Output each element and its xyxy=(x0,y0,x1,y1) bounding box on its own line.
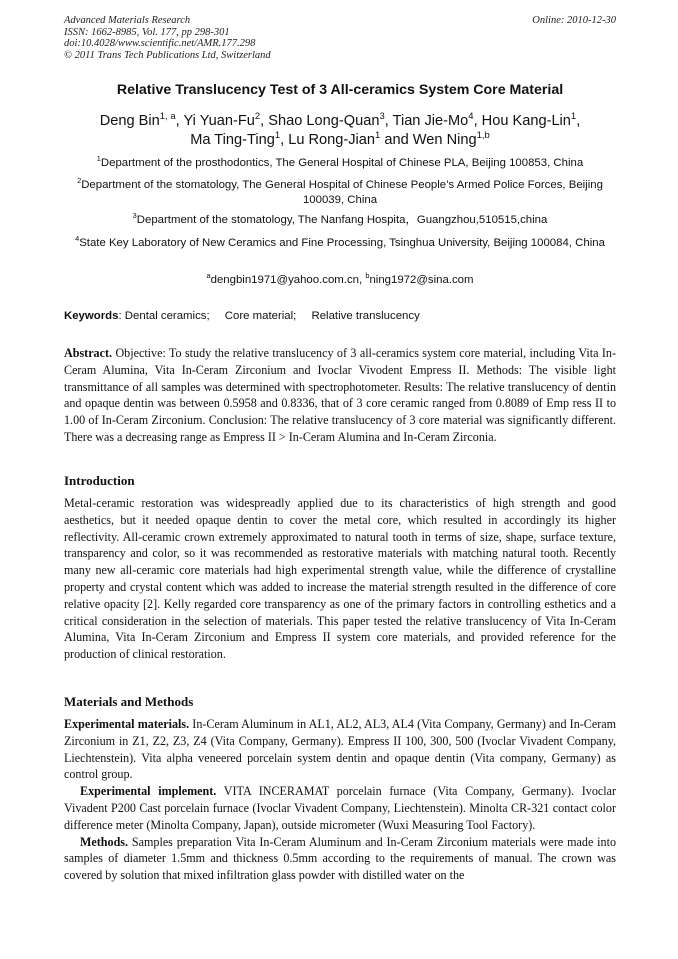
abstract xyxy=(64,345,616,446)
author: Yi Yuan-Fu xyxy=(183,113,255,129)
author-list xyxy=(64,112,616,150)
introduction-text: Metal-ceramic restoration was widespreadly applied due to its characteristics of high strength and good aesthetics, but it needed opaque dentin to cover the metal core, which resulted in accordingly its higher reflectivity. All-ceramic crown extremely approximated to natural tooth in terms of size, shape, surface texture, transparency and color, so it was recommended as restorative materials with matching natural tooth. Recently many new all-ceramic core materials had high experimental strength value, while the difference of crystalline property and crystal content which was added to increase the material strength resulted in the difference of core relative opacity [2]. Kelly regarded core transparency as one of the primary factors in controlling esthetics and a critical consideration in the selection of materials. This paper tested the relative translucency of Vita In-Ceram Alumina, Vita In-Ceram Zirconium and Empress II system core materials, and provided reference for the production of clinical restoration. xyxy=(64,496,616,662)
email-line xyxy=(64,273,616,288)
author-sup: 1, a xyxy=(159,111,176,123)
abstract-label: Abstract. xyxy=(64,346,113,360)
author-sup: 2 xyxy=(254,111,261,123)
affiliation-text: Department of the prosthodontics, The General Hospital of Chinese PLA, Beijing 100853, China xyxy=(100,157,584,169)
methods-label: Methods. xyxy=(80,834,129,849)
author: Lu Rong-Jian xyxy=(288,132,376,148)
copyright-line: © 2011 Trans Tech Publications Ltd, Switzerland xyxy=(64,49,271,61)
affiliation-num: 1 xyxy=(96,154,101,164)
keyword: Core material; xyxy=(224,310,297,322)
methods-section xyxy=(64,716,616,884)
author: Wen Ning xyxy=(412,132,477,148)
keyword: Relative translucency xyxy=(311,310,420,322)
methods-paragraph xyxy=(64,834,616,884)
materials-text: In-Ceram Aluminum in AL1, AL2, AL3, AL4 (Vita Company, Germany) and In-Ceram Zirconium in Z1, Z2, Z3, Z4 (Vita Company, Germany). Empress II 100, 300, 500 (Ivoclar Vivadent Company, Liechtenstein). Vita alpha veneered porcelain system dentin and opaque dentin (Vita company, Germany) as control group. xyxy=(64,717,617,782)
introduction-heading: Introduction xyxy=(64,473,135,488)
email-a: dengbin1971@yahoo.com.cn, xyxy=(210,274,363,286)
online-date: Online: 2010-12-30 xyxy=(532,15,616,26)
affiliation-text: Department of the stomatology, The Nanfang Hospita，Guangzhou,510515,china xyxy=(136,214,548,226)
implement-text: VITA INCERAMAT porcelain furnace (Vita Company, Germany). Ivoclar Vivadent P200 Cast porcelain furnace (Ivoclar Vivadent Company, Liechtenstein). Minolta CR-321 contact color difference meter (Minolta Company, Japan), outside micrometer (Wuxi Measuring Tool Factory). xyxy=(64,784,617,832)
email-b: ning1972@sina.com xyxy=(369,274,474,286)
keyword: Dental ceramics; xyxy=(124,310,210,322)
keywords: Keywords: Dental ceramics; Core material; Relative translucency xyxy=(64,310,420,322)
methods-heading: Materials and Methods xyxy=(64,694,194,709)
author-sup: 1 xyxy=(274,130,281,142)
author-sup: 1,b xyxy=(476,130,490,142)
affiliation-num: 2 xyxy=(77,176,82,186)
author-sup: 1 xyxy=(570,111,577,123)
journal-name: Advanced Materials Research xyxy=(64,15,191,26)
author-sup: 3 xyxy=(379,111,385,123)
email-mark: b xyxy=(365,271,370,281)
author: Tian Jie-Mo xyxy=(392,113,469,129)
author: Deng Bin xyxy=(99,113,160,129)
author-and: and xyxy=(384,132,409,148)
affiliation-1 xyxy=(64,156,616,171)
keywords-label: Keywords xyxy=(64,310,119,322)
affiliation-num: 4 xyxy=(75,234,80,244)
author-sup: 1 xyxy=(375,130,381,142)
author: Shao Long-Quan xyxy=(268,113,380,129)
materials-label: Experimental materials. xyxy=(64,717,190,731)
implement-paragraph xyxy=(64,783,616,833)
affiliation-text: State Key Laboratory of New Ceramics and Fine Processing, Tsinghua University, Beijing 100084, China xyxy=(79,237,605,249)
materials-paragraph xyxy=(64,716,616,783)
affiliation-text: Department of the stomatology, The General Hospital of Chinese People’s Armed Police Forces, Beijing 100039, China xyxy=(81,179,603,206)
author-line-2: Ma Ting-Ting$^1$, Lu Rong-Jian$^1$ and Wen Ning$^{1,b}$ xyxy=(190,130,490,148)
author: Ma Ting-Ting xyxy=(190,132,275,148)
paper-title: Relative Translucency Test of 3 All-ceramics System Core Material xyxy=(116,82,564,98)
email-mark: a xyxy=(206,271,211,281)
affiliation-2 xyxy=(64,178,616,208)
doi-line: doi:10.4028/www.scientific.net/AMR.177.298 xyxy=(64,38,256,50)
affiliation-4 xyxy=(64,236,616,251)
methods-text: Samples preparation Vita In-Ceram Aluminum and In-Ceram Zirconium materials were made into samples of diameter 1.5mm and thickness 0.5mm according to the requirements of manual. The crown was covered by solution that mixed infiltration glass powder with distilled water on the xyxy=(64,834,616,883)
affiliation-num: 3 xyxy=(132,211,137,221)
implement-label: Experimental implement. xyxy=(80,784,217,799)
affiliation-3 xyxy=(64,213,616,228)
abstract-text: Objective: To study the relative translucency of 3 all-ceramics system core material, including Vita In-Ceram Alumina, Vita In-Ceram Zirconium and Ivoclar Vivodent Empress II. Methods: The visible light transmittance of all samples was determined with spectrophotometer. Results: The relative translucency of dentin and opaque dentin was between 0.5958 and 0.8336, that of 3 core ceramic ranged from 0.8089 of Emp ress II to 1.00 of In-Ceram Zirconium. Conclusion: The relative translucency of 3 core material was significantly different. There was a decreasing range as Empress II > In-Ceram Alumina and In-Ceram Zirconia. xyxy=(64,346,616,444)
author: Hou Kang-Lin xyxy=(481,113,571,129)
issn-line: ISSN: 1662-8985, Vol. 177, pp 298-301 xyxy=(64,26,230,38)
journal-header xyxy=(64,15,616,61)
author-sup: 4 xyxy=(468,111,474,123)
author-line-1: Deng Bin$^{1, a}$, Yi Yuan-Fu$^2$, Shao Long-Quan$^3$, Tian Jie-Mo$^4$, Hou Kang-Lin$^1$, xyxy=(99,111,581,129)
